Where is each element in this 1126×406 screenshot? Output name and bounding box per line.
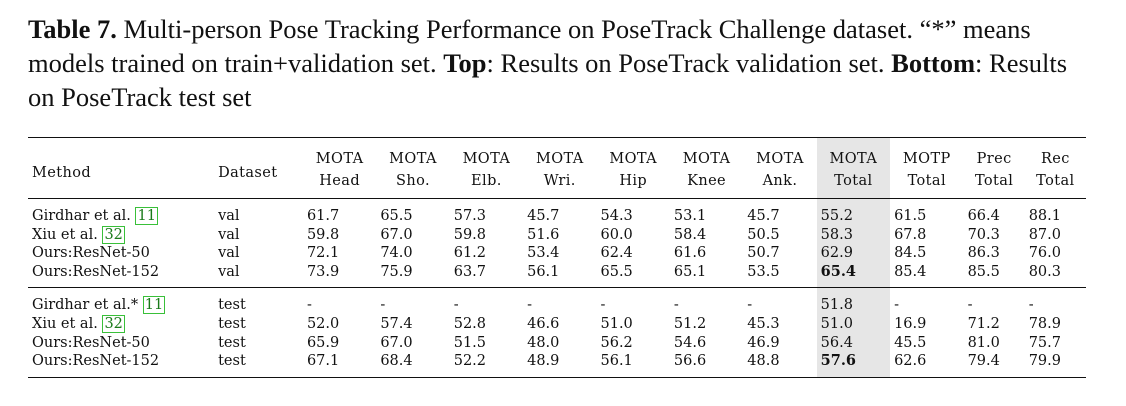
- header-col-7-line1: MOTA: [817, 138, 890, 171]
- value-cell: 59.8: [306, 226, 340, 243]
- header-col-8-line2: Total: [907, 173, 946, 189]
- value-cell: 65.9: [306, 334, 340, 351]
- value-cell: 51.6: [527, 226, 560, 243]
- value-cell: -: [600, 297, 606, 314]
- table-row: [28, 263, 1086, 288]
- value-cell: 74.0: [380, 245, 413, 262]
- value-cell: -: [894, 297, 899, 314]
- value-cell: 45.3: [747, 315, 780, 332]
- caption-text-2: : Results on PoseTrack validation set.: [486, 48, 892, 78]
- value-cell: 56.1: [527, 263, 560, 280]
- value-cell: 53.4: [527, 245, 560, 262]
- value-cell: 58.4: [673, 226, 707, 243]
- value-cell: -: [306, 297, 312, 314]
- value-cell: 45.7: [527, 208, 560, 224]
- value-cell: 85.5: [967, 263, 1000, 280]
- caption-text-1: Multi-person Pose Tracking Performance on PoseTrack Challenge dataset. “*” means models trained on train+validation set.: [28, 14, 1031, 78]
- method-name: Girdhar et al.: [32, 208, 136, 224]
- value-cell: 50.7: [747, 245, 780, 262]
- value-cell: 61.6: [673, 245, 707, 262]
- value-cell: 52.2: [453, 353, 487, 370]
- dataset-cell: test: [218, 353, 246, 370]
- citation-link[interactable]: 32: [104, 226, 123, 243]
- header-col-0-line1: MOTA: [315, 151, 364, 167]
- value-cell: 67.1: [306, 353, 340, 370]
- header-col-10-line1: Rec: [1040, 151, 1070, 167]
- value-cell: 58.3: [817, 226, 890, 245]
- header-col-2-line1: MOTA: [462, 151, 511, 167]
- value-cell: 52.8: [453, 315, 487, 332]
- caption-text-3: : Results on PoseTrack test set: [28, 48, 1068, 112]
- header-col-9-line2: Total: [974, 173, 1014, 189]
- value-cell: 62.6: [894, 353, 927, 370]
- dataset-cell: val: [218, 245, 240, 262]
- value-cell: 73.9: [306, 263, 340, 280]
- value-cell: 55.2: [817, 199, 890, 226]
- dataset-cell: test: [218, 315, 246, 332]
- header-dataset: Dataset: [218, 165, 278, 181]
- value-cell: 56.6: [673, 353, 707, 370]
- value-cell: -: [380, 297, 386, 314]
- table-row: [28, 352, 1086, 377]
- value-cell: 57.4: [380, 315, 413, 332]
- value-cell: 51.0: [600, 315, 633, 332]
- value-cell: 80.3: [1028, 263, 1061, 280]
- header-col-0-line2: Head: [319, 173, 361, 189]
- method-name: Ours:ResNet-152: [32, 263, 160, 280]
- value-cell: 51.0: [817, 315, 890, 334]
- citation-link[interactable]: 11: [137, 208, 156, 224]
- caption-label: Table 7.: [28, 14, 117, 44]
- caption-top-label: Top: [443, 48, 487, 78]
- table-caption: [28, 12, 1098, 114]
- value-cell: 84.5: [894, 245, 927, 262]
- value-cell: 45.5: [894, 334, 927, 351]
- value-cell: 79.9: [1028, 353, 1061, 370]
- value-cell: 16.9: [894, 315, 927, 332]
- dataset-cell: val: [218, 208, 240, 224]
- value-cell: 57.3: [453, 208, 487, 224]
- header-col-1-line1: MOTA: [389, 151, 437, 167]
- value-cell: -: [453, 297, 459, 314]
- table-row: [28, 199, 1086, 226]
- method-cell: [28, 352, 214, 377]
- header-col-6-line2: Ank.: [762, 173, 798, 189]
- citation-link[interactable]: 32: [104, 315, 123, 332]
- value-cell: -: [673, 297, 679, 314]
- method-cell: [28, 226, 214, 245]
- header-col-9-line1: Prec: [976, 151, 1012, 167]
- value-cell: 46.6: [527, 315, 560, 332]
- method-cell: [28, 263, 214, 288]
- value-cell: 70.3: [967, 226, 1000, 243]
- value-cell: 56.4: [817, 334, 890, 353]
- method-cell: [28, 288, 214, 315]
- value-cell: 75.7: [1028, 334, 1061, 351]
- header-col-5-line2: Knee: [687, 173, 727, 189]
- value-cell: 54.6: [673, 334, 707, 351]
- header-col-8-line1: MOTP: [902, 151, 951, 167]
- value-cell: 63.7: [453, 263, 487, 280]
- header-col-6-line1: MOTA: [756, 151, 804, 167]
- value-cell: 71.2: [967, 315, 1000, 332]
- header-col-10-line2: Total: [1036, 173, 1075, 189]
- value-cell: -: [967, 297, 973, 314]
- table-row: [28, 288, 1086, 315]
- value-cell: -: [1028, 297, 1034, 314]
- header-method: Method: [32, 165, 92, 181]
- value-cell: 48.8: [747, 353, 780, 370]
- method-cell: [28, 334, 214, 353]
- value-cell: 87.0: [1028, 226, 1061, 243]
- method-name: Xiu et al.: [32, 226, 103, 243]
- value-cell: 78.9: [1028, 315, 1061, 332]
- table-row: [28, 244, 1086, 263]
- value-cell: 46.9: [747, 334, 780, 351]
- value-cell: 62.9: [817, 244, 890, 263]
- value-cell: -: [747, 297, 753, 314]
- value-cell: 72.1: [306, 245, 340, 262]
- header-col-4-line1: MOTA: [609, 151, 658, 167]
- header-col-2-line2: Elb.: [471, 173, 502, 189]
- caption-bottom-label: Bottom: [891, 48, 976, 78]
- value-cell: 65.5: [380, 208, 413, 224]
- dataset-cell: test: [218, 297, 246, 314]
- value-cell: 85.4: [894, 263, 927, 280]
- value-cell: 50.5: [747, 226, 780, 243]
- value-cell: 57.6: [817, 352, 890, 377]
- method-cell: [28, 315, 214, 334]
- value-cell: 65.1: [673, 263, 707, 280]
- value-cell: 76.0: [1028, 245, 1061, 262]
- value-cell: 65.4: [817, 263, 890, 288]
- value-cell: 53.1: [673, 208, 707, 224]
- dataset-cell: val: [218, 263, 240, 280]
- value-cell: 45.7: [747, 208, 780, 224]
- value-cell: 61.2: [453, 245, 487, 262]
- value-cell: -: [527, 297, 533, 314]
- value-cell: 66.4: [967, 208, 1000, 224]
- value-cell: 79.4: [967, 353, 1000, 370]
- results-table: [28, 137, 1086, 378]
- value-cell: 65.5: [600, 263, 633, 280]
- value-cell: 68.4: [380, 353, 413, 370]
- table-row: [28, 226, 1086, 245]
- table-row: [28, 334, 1086, 353]
- header-col-3-line2: Wri.: [543, 173, 576, 189]
- value-cell: 67.0: [380, 226, 413, 243]
- value-cell: 48.0: [527, 334, 560, 351]
- value-cell: 51.2: [673, 315, 707, 332]
- method-name: Ours:ResNet-50: [32, 334, 150, 351]
- dataset-cell: test: [218, 334, 246, 351]
- header-col-5-line1: MOTA: [682, 151, 731, 167]
- citation-link[interactable]: 11: [144, 297, 164, 314]
- value-cell: 53.5: [747, 263, 780, 280]
- value-cell: 56.1: [600, 353, 633, 370]
- method-cell: [28, 199, 214, 226]
- value-cell: 56.2: [600, 334, 633, 351]
- method-name: Ours:ResNet-152: [32, 353, 160, 370]
- header-col-7-line2: Total: [817, 170, 890, 199]
- value-cell: 62.4: [600, 245, 633, 262]
- value-cell: 54.3: [600, 208, 633, 224]
- method-name: Xiu et al.: [32, 315, 103, 332]
- dataset-cell: val: [218, 226, 240, 243]
- header-col-1-line2: Sho.: [396, 173, 430, 189]
- method-name: Ours:ResNet-50: [32, 245, 150, 262]
- value-cell: 67.0: [380, 334, 413, 351]
- value-cell: 51.5: [453, 334, 487, 351]
- table-row: [28, 315, 1086, 334]
- method-name: Girdhar et al.*: [32, 297, 143, 314]
- value-cell: 61.7: [306, 208, 340, 224]
- value-cell: 59.8: [453, 226, 487, 243]
- value-cell: 75.9: [380, 263, 413, 280]
- value-cell: 51.8: [817, 288, 890, 315]
- value-cell: 81.0: [967, 334, 1000, 351]
- value-cell: 60.0: [600, 226, 633, 243]
- value-cell: 88.1: [1028, 208, 1061, 224]
- value-cell: 48.9: [527, 353, 560, 370]
- method-cell: [28, 244, 214, 263]
- value-cell: 61.5: [894, 208, 927, 224]
- value-cell: 67.8: [894, 226, 927, 243]
- header-col-3-line1: MOTA: [535, 151, 584, 167]
- value-cell: 52.0: [306, 315, 340, 332]
- header-col-4-line2: Hip: [619, 173, 648, 189]
- value-cell: 86.3: [967, 245, 1000, 262]
